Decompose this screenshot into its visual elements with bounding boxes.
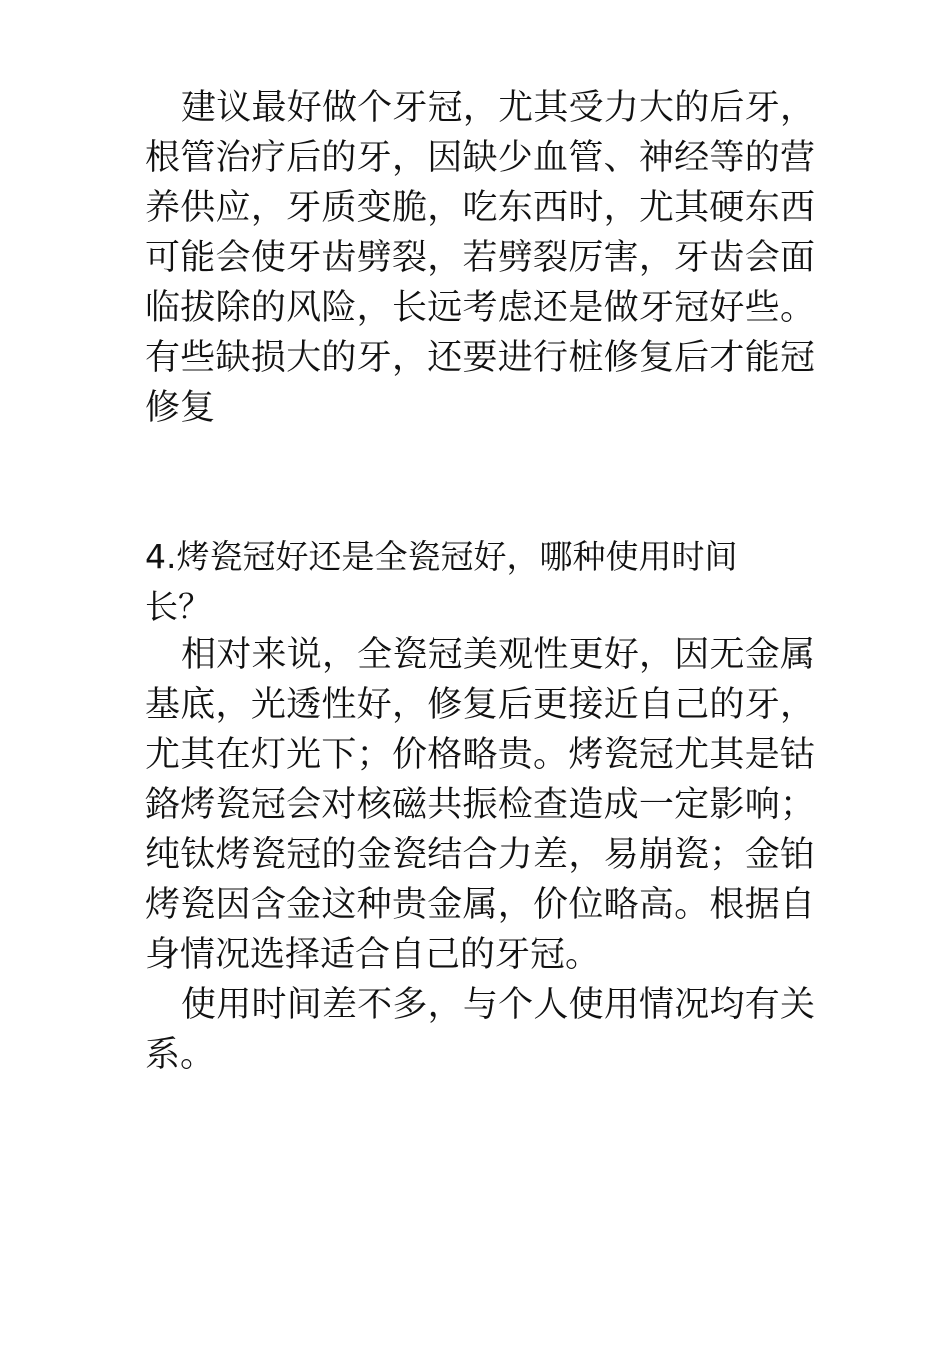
paragraph-crown-advice: 建议最好做个牙冠，尤其受力大的后牙，根管治疗后的牙，因缺少血管、神经等的营养供应，牙质变脆，吃东西时，尤其硬东西可能会使牙齿劈裂，若劈裂厉害，牙齿会面临拔除的风险，长远考虑还是做牙冠好些。有些缺损大的牙，还要进行桩修复后才能冠修复 — [145, 88, 815, 428]
answer-paragraph-comparison: 相对来说，全瓷冠美观性更好，因无金属基底，光透性好，修复后更接近自己的牙，尤其在灯光下；价格略贵。烤瓷冠尤其是钴鉻烤瓷冠会对核磁共振检查造成一定影响；纯钛烤瓷冠的金瓷结合力差，易崩瓷；金铂烤瓷因含金这种贵金属，价位略高。根据自身情况选择适合自己的牙冠。 — [145, 635, 815, 975]
question-heading-4: 4.烤瓷冠好还是全瓷冠好，哪种使用时间长？ — [145, 537, 738, 626]
answer-paragraph-lifespan: 使用时间差不多，与个人使用情况均有关系。 — [145, 985, 815, 1075]
